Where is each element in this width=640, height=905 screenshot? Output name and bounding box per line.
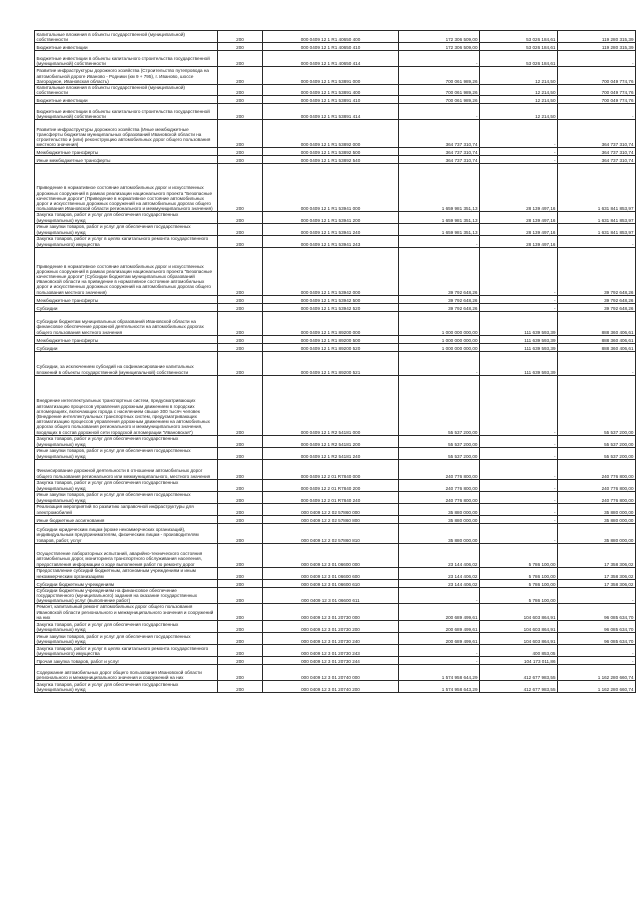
row-classification-cell: 000 0409 12 3 01 20740 000 xyxy=(263,665,399,681)
row-executed-cell: 28 139 497,16 xyxy=(480,235,558,247)
row-name-cell: Бюджетные инвестиции xyxy=(35,96,218,104)
row-name-cell: Иные закупки товаров, работ и услуг для обеспечения государственных (муниципальных) нужд xyxy=(35,491,218,503)
row-code-cell: 200 xyxy=(218,104,263,120)
row-code-cell: 200 xyxy=(218,96,263,104)
row-code-cell: 200 xyxy=(218,657,263,665)
table-row xyxy=(35,491,636,503)
row-classification-cell: 000 0409 12 1 R1 53941 240 xyxy=(263,223,399,235)
table-row xyxy=(35,156,636,164)
row-executed-cell: - xyxy=(480,515,558,523)
row-approved-cell: 364 737 310,74 xyxy=(399,156,480,164)
row-approved-cell: - xyxy=(399,645,480,657)
table-row xyxy=(35,295,636,303)
row-name-cell: Межбюджетные трансферты xyxy=(35,335,218,343)
row-approved-cell: 23 144 406,02 xyxy=(399,543,480,567)
row-classification-cell: 000 0409 12 1 R1 53891 400 xyxy=(263,85,399,96)
row-classification-cell: 000 0409 12 1 R1 40650 414 xyxy=(263,51,399,67)
row-name-cell: Иные закупки товаров, работ и услуг для обеспечения государственных (муниципальных) нужд xyxy=(35,223,218,235)
table-row xyxy=(35,633,636,645)
row-executed-cell: 5 786 100,00 xyxy=(480,587,558,604)
row-approved-cell: - xyxy=(399,235,480,247)
row-unexecuted-cell: 364 737 310,74 xyxy=(558,120,636,148)
row-name-cell: Закупка товаров, работ и услуг для обеспечения государственных (муниципальных) нужд xyxy=(35,435,218,447)
row-code-cell: 200 xyxy=(218,523,263,543)
row-code-cell: 200 xyxy=(218,43,263,51)
table-row xyxy=(35,523,636,543)
row-approved-cell: 172 306 509,00 xyxy=(399,31,480,43)
table-row xyxy=(35,223,636,235)
row-unexecuted-cell: 17 358 306,02 xyxy=(558,543,636,567)
table-row xyxy=(35,645,636,657)
row-approved-cell: 35 880 000,00 xyxy=(399,515,480,523)
row-code-cell: 200 xyxy=(218,343,263,351)
row-classification-cell: 000 0409 12 3 01 20730 200 xyxy=(263,621,399,633)
row-classification-cell: 000 0409 12 1 R1 53941 243 xyxy=(263,235,399,247)
row-name-cell: Реализация мероприятий по развитию заправочной инфраструктуры для электромобилей xyxy=(35,503,218,515)
row-unexecuted-cell: 119 280 315,39 xyxy=(558,43,636,51)
row-name-cell: Прочая закупка товаров, работ и услуг xyxy=(35,657,218,665)
row-approved-cell: 200 689 499,61 xyxy=(399,604,480,621)
row-name-cell: Иные бюджетные ассигнования xyxy=(35,515,218,523)
row-classification-cell: 000 0409 12 1 R1 89200 521 xyxy=(263,351,399,375)
row-executed-cell: 412 677 983,55 xyxy=(480,681,558,693)
row-executed-cell: 5 786 100,00 xyxy=(480,543,558,567)
table-row xyxy=(35,479,636,491)
row-executed-cell: - xyxy=(480,435,558,447)
row-executed-cell: - xyxy=(480,295,558,303)
row-classification-cell: 000 0409 12 1 R1 53891 000 xyxy=(263,67,399,85)
row-name-cell: Бюджетные инвестиции в объекты капитального строительства государственной (муниципальной) собственности xyxy=(35,51,218,67)
row-approved-cell: 55 537 200,00 xyxy=(399,375,480,435)
row-approved-cell: - xyxy=(399,657,480,665)
row-unexecuted-cell: 39 792 648,26 xyxy=(558,247,636,295)
row-executed-cell: - xyxy=(480,247,558,295)
row-executed-cell: 111 639 593,39 xyxy=(480,343,558,351)
row-unexecuted-cell: 1 631 841 853,97 xyxy=(558,164,636,212)
row-executed-cell: - xyxy=(480,447,558,459)
row-approved-cell: 39 792 648,26 xyxy=(399,295,480,303)
table-row xyxy=(35,503,636,515)
row-unexecuted-cell: 55 537 200,00 xyxy=(558,435,636,447)
row-name-cell: Субсидии xyxy=(35,303,218,311)
row-code-cell: 200 xyxy=(218,67,263,85)
row-code-cell: 200 xyxy=(218,235,263,247)
row-executed-cell: 53 026 184,61 xyxy=(480,51,558,67)
row-classification-cell: 000 0409 12 3 01 06600 600 xyxy=(263,567,399,579)
row-classification-cell: 000 0409 12 1 R1 40650 400 xyxy=(263,31,399,43)
row-classification-cell: 000 0409 12 2 02 57860 810 xyxy=(263,523,399,543)
row-name-cell: Закупка товаров, работ и услуг для обеспечения государственных (муниципальных) нужд xyxy=(35,681,218,693)
row-executed-cell: 12 214,50 xyxy=(480,85,558,96)
row-executed-cell: 12 214,50 xyxy=(480,104,558,120)
row-unexecuted-cell: 240 776 800,00 xyxy=(558,479,636,491)
table-row xyxy=(35,665,636,681)
row-unexecuted-cell: 700 049 774,76 xyxy=(558,96,636,104)
row-executed-cell: - xyxy=(480,479,558,491)
row-approved-cell: 1 574 958 644,29 xyxy=(399,665,480,681)
row-unexecuted-cell: 39 792 648,26 xyxy=(558,295,636,303)
row-code-cell: 200 xyxy=(218,681,263,693)
row-code-cell: 200 xyxy=(218,543,263,567)
row-name-cell: Закупка товаров, работ и услуг в целях капитального ремонта государственного (муниципального) имущества xyxy=(35,645,218,657)
row-unexecuted-cell: - xyxy=(558,104,636,120)
row-approved-cell: 1 659 981 351,13 xyxy=(399,212,480,223)
row-executed-cell: 28 139 497,16 xyxy=(480,164,558,212)
row-name-cell: Закупка товаров, работ и услуг в целях капитального ремонта государственного (муниципального) имущества xyxy=(35,235,218,247)
row-code-cell: 200 xyxy=(218,621,263,633)
row-unexecuted-cell: 17 358 306,02 xyxy=(558,567,636,579)
row-approved-cell: 39 792 648,26 xyxy=(399,303,480,311)
row-executed-cell: 104 603 864,91 xyxy=(480,621,558,633)
row-unexecuted-cell: 35 880 000,00 xyxy=(558,515,636,523)
row-executed-cell: 111 639 593,39 xyxy=(480,351,558,375)
row-classification-cell: 000 0409 12 1 R1 53942 000 xyxy=(263,247,399,295)
row-code-cell: 200 xyxy=(218,479,263,491)
row-executed-cell: 111 639 593,39 xyxy=(480,335,558,343)
row-name-cell: Развитие инфраструктуры дорожного хозяйства (Строительство путепровода на автомобильной дороге Иваново - Родники (км 9 + 795), г. Иваново, шоссе Загородное, Ивановская область) xyxy=(35,67,218,85)
row-name-cell: Ремонт, капитальный ремонт автомобильных дорог общего пользования Ивановской области регионального и межмуниципального значения и сооружений на них xyxy=(35,604,218,621)
row-unexecuted-cell: 35 880 000,00 xyxy=(558,503,636,515)
table-row xyxy=(35,567,636,579)
table-row xyxy=(35,543,636,567)
row-executed-cell: 111 639 593,39 xyxy=(480,311,558,335)
row-executed-cell: 53 026 184,61 xyxy=(480,31,558,43)
table-row xyxy=(35,31,636,43)
table-row xyxy=(35,351,636,375)
row-unexecuted-cell: - xyxy=(558,657,636,665)
row-code-cell: 200 xyxy=(218,665,263,681)
row-unexecuted-cell: 364 737 310,74 xyxy=(558,156,636,164)
row-code-cell: 200 xyxy=(218,459,263,479)
row-unexecuted-cell: 888 360 406,61 xyxy=(558,311,636,335)
table-row xyxy=(35,515,636,523)
table-row xyxy=(35,96,636,104)
row-approved-cell: 1 659 981 351,13 xyxy=(399,223,480,235)
row-executed-cell: - xyxy=(480,375,558,435)
row-name-cell: Субсидии бюджетным учреждениям на финансовое обеспечение государственного (муниципального) задания на оказание государственных (муниципальных) услуг (выполнение работ) xyxy=(35,587,218,604)
row-code-cell: 200 xyxy=(218,303,263,311)
row-unexecuted-cell: 55 537 200,00 xyxy=(558,375,636,435)
table-row xyxy=(35,67,636,85)
row-classification-cell: 000 0409 12 2 02 57860 000 xyxy=(263,503,399,515)
row-code-cell: 200 xyxy=(218,435,263,447)
row-unexecuted-cell: 1 631 841 853,97 xyxy=(558,212,636,223)
table-body xyxy=(35,31,636,693)
row-approved-cell: 172 306 509,00 xyxy=(399,43,480,51)
row-unexecuted-cell: 888 360 406,61 xyxy=(558,343,636,351)
row-executed-cell: 28 139 497,16 xyxy=(480,223,558,235)
row-name-cell: Иные межбюджетные трансферты xyxy=(35,156,218,164)
row-name-cell: Приведение в нормативное состояние автомобильных дорог и искусственных дорожных сооружений в рамках реализации национального проекта "Безопасные качественные дороги" (Субсидии бюджетам муниципальных образований Ивановской области на приведение в нормативное состояние автомобильных дорог и искусственных дорожных сооружений на автомобильных дорогах общего пользования местного значения) xyxy=(35,247,218,295)
row-approved-cell: 55 537 200,00 xyxy=(399,435,480,447)
row-code-cell: 200 xyxy=(218,604,263,621)
row-unexecuted-cell: 17 358 306,02 xyxy=(558,579,636,587)
row-classification-cell: 000 0409 12 3 01 20730 243 xyxy=(263,645,399,657)
row-executed-cell: - xyxy=(480,503,558,515)
row-executed-cell: 5 786 100,00 xyxy=(480,579,558,587)
row-unexecuted-cell: - xyxy=(558,645,636,657)
row-name-cell: Бюджетные инвестиции xyxy=(35,43,218,51)
row-executed-cell: 400 853,05 xyxy=(480,645,558,657)
row-code-cell: 200 xyxy=(218,156,263,164)
row-name-cell: Межбюджетные трансферты xyxy=(35,295,218,303)
row-code-cell: 200 xyxy=(218,567,263,579)
row-name-cell: Субсидии бюджетным учреждениям xyxy=(35,579,218,587)
row-code-cell: 200 xyxy=(218,311,263,335)
row-code-cell: 200 xyxy=(218,447,263,459)
row-executed-cell: 53 026 184,61 xyxy=(480,43,558,51)
row-unexecuted-cell: - xyxy=(558,51,636,67)
table-row xyxy=(35,335,636,343)
row-code-cell: 200 xyxy=(218,351,263,375)
row-unexecuted-cell: - xyxy=(558,235,636,247)
row-classification-cell: 000 0409 12 1 R1 53891 410 xyxy=(263,96,399,104)
row-unexecuted-cell: 1 162 280 660,74 xyxy=(558,665,636,681)
row-approved-cell: 240 776 800,00 xyxy=(399,459,480,479)
table-row xyxy=(35,104,636,120)
row-name-cell: Капитальные вложения в объекты государственной (муниципальной) собственности xyxy=(35,31,218,43)
row-name-cell: Содержание автомобильных дорог общего пользования Ивановской области регионального и межмуниципального значения и сооружений на них xyxy=(35,665,218,681)
row-executed-cell: - xyxy=(480,148,558,156)
row-name-cell: Межбюджетные трансферты xyxy=(35,148,218,156)
row-executed-cell: - xyxy=(480,523,558,543)
row-name-cell: Субсидии, за исключением субсидий на софинансирование капитальных вложений в объекты государственной (муниципальной) собственности xyxy=(35,351,218,375)
row-code-cell: 200 xyxy=(218,375,263,435)
row-classification-cell: 000 0409 12 1 R1 40650 410 xyxy=(263,43,399,51)
row-code-cell: 200 xyxy=(218,51,263,67)
row-unexecuted-cell: 888 360 406,61 xyxy=(558,335,636,343)
row-classification-cell: 000 0409 12 1 R1 53891 414 xyxy=(263,104,399,120)
row-name-cell: Закупка товаров, работ и услуг для обеспечения государственных (муниципальных) нужд xyxy=(35,621,218,633)
row-name-cell: Финансирование дорожной деятельности в отношении автомобильных дорог общего пользования регионального или межмуниципального, местного значения xyxy=(35,459,218,479)
row-name-cell: Закупка товаров, работ и услуг для обеспечения государственных (муниципальных) нужд xyxy=(35,212,218,223)
row-code-cell: 200 xyxy=(218,164,263,212)
row-executed-cell: 104 603 864,91 xyxy=(480,604,558,621)
row-approved-cell: - xyxy=(399,587,480,604)
row-unexecuted-cell: 1 631 841 853,97 xyxy=(558,223,636,235)
row-unexecuted-cell: 700 049 774,76 xyxy=(558,85,636,96)
row-approved-cell: 200 689 499,61 xyxy=(399,621,480,633)
row-classification-cell: 000 0409 12 1 R1 89200 000 xyxy=(263,311,399,335)
table-row xyxy=(35,85,636,96)
row-executed-cell: 5 786 100,00 xyxy=(480,567,558,579)
row-approved-cell: 23 144 406,02 xyxy=(399,567,480,579)
row-approved-cell: 200 689 499,61 xyxy=(399,633,480,645)
row-approved-cell: 35 880 000,00 xyxy=(399,503,480,515)
row-approved-cell: 700 061 989,26 xyxy=(399,67,480,85)
row-approved-cell: 35 880 000,00 xyxy=(399,523,480,543)
row-name-cell: Субсидии бюджетам муниципальных образований Ивановской области на финансовое обеспечение дорожной деятельности на автомобильных дорогах общего пользования местного значения xyxy=(35,311,218,335)
row-unexecuted-cell: 55 537 200,00 xyxy=(558,447,636,459)
row-code-cell: 200 xyxy=(218,491,263,503)
row-code-cell: 200 xyxy=(218,587,263,604)
row-classification-cell: 000 0409 12 1 R1 53892 500 xyxy=(263,148,399,156)
row-unexecuted-cell: 364 737 310,74 xyxy=(558,148,636,156)
table-row xyxy=(35,375,636,435)
row-code-cell: 200 xyxy=(218,579,263,587)
row-executed-cell: - xyxy=(480,156,558,164)
table-row xyxy=(35,120,636,148)
row-approved-cell: 1 000 000 000,00 xyxy=(399,343,480,351)
row-unexecuted-cell: 35 880 000,00 xyxy=(558,523,636,543)
row-classification-cell: 000 0409 12 2 01 R7840 000 xyxy=(263,459,399,479)
row-approved-cell: 240 776 800,00 xyxy=(399,491,480,503)
row-approved-cell: 1 000 000 000,00 xyxy=(399,311,480,335)
row-classification-cell: 000 0409 12 3 01 20730 000 xyxy=(263,604,399,621)
row-approved-cell: - xyxy=(399,351,480,375)
row-approved-cell: 55 537 200,00 xyxy=(399,447,480,459)
row-classification-cell: 000 0409 12 1 R2 54181 240 xyxy=(263,447,399,459)
row-classification-cell: 000 0409 12 3 01 20730 240 xyxy=(263,633,399,645)
row-classification-cell: 000 0409 12 3 01 20730 244 xyxy=(263,657,399,665)
row-code-cell: 200 xyxy=(218,503,263,515)
table-row xyxy=(35,303,636,311)
row-classification-cell: 000 0409 12 1 R1 53892 000 xyxy=(263,120,399,148)
table-row xyxy=(35,247,636,295)
row-name-cell: Закупка товаров, работ и услуг для обеспечения государственных (муниципальных) нужд xyxy=(35,479,218,491)
row-name-cell: Предоставление субсидий бюджетным, автономным учреждениям и иным некоммерческим организациям xyxy=(35,567,218,579)
row-approved-cell: 39 792 648,26 xyxy=(399,247,480,295)
table-row xyxy=(35,604,636,621)
table-row xyxy=(35,343,636,351)
table-row xyxy=(35,235,636,247)
row-code-cell: 200 xyxy=(218,31,263,43)
row-classification-cell: 000 0409 12 1 R1 89200 500 xyxy=(263,335,399,343)
row-classification-cell: 000 0409 12 3 01 06600 000 xyxy=(263,543,399,567)
row-approved-cell: 1 574 958 643,29 xyxy=(399,681,480,693)
row-classification-cell: 000 0409 12 3 01 06600 610 xyxy=(263,579,399,587)
row-name-cell: Осуществление лабораторных испытаний, аварийно-технического состояния автомобильных дорог, мониторинга транспортного обслуживания населения, предоставления информации о ходе выполнения работ по ремонту дорог xyxy=(35,543,218,567)
table-row xyxy=(35,621,636,633)
table-row xyxy=(35,43,636,51)
row-name-cell: Приведение в нормативное состояние автомобильных дорог и искусственных дорожных сооружений в рамках реализации национального проекта "Безопасные качественные дороги" (Приведение в нормативное состояние автомобильных дорог и искусственных дорожных сооружений на автомобильных дорогах общего пользования Ивановской области регионального и межмуниципального значения) xyxy=(35,164,218,212)
table-row xyxy=(35,148,636,156)
row-classification-cell: 000 0409 12 3 01 06600 611 xyxy=(263,587,399,604)
row-classification-cell: 000 0409 12 1 R1 53941 000 xyxy=(263,164,399,212)
table-row xyxy=(35,51,636,67)
row-code-cell: 200 xyxy=(218,120,263,148)
row-executed-cell: 104 603 864,91 xyxy=(480,633,558,645)
row-classification-cell: 000 0409 12 1 R1 53941 200 xyxy=(263,212,399,223)
row-approved-cell: 364 737 310,74 xyxy=(399,120,480,148)
row-classification-cell: 000 0409 12 3 01 20740 200 xyxy=(263,681,399,693)
row-code-cell: 200 xyxy=(218,335,263,343)
row-executed-cell: 28 139 497,16 xyxy=(480,212,558,223)
expenditure-table xyxy=(34,30,636,693)
table-row xyxy=(35,681,636,693)
row-unexecuted-cell: 700 049 774,76 xyxy=(558,67,636,85)
row-executed-cell: 12 214,50 xyxy=(480,96,558,104)
row-unexecuted-cell: 240 776 800,00 xyxy=(558,491,636,503)
row-code-cell: 200 xyxy=(218,148,263,156)
row-approved-cell: 240 776 800,00 xyxy=(399,479,480,491)
row-name-cell: Иные закупки товаров, работ и услуг для обеспечения государственных (муниципальных) нужд xyxy=(35,447,218,459)
row-unexecuted-cell: 96 085 634,70 xyxy=(558,633,636,645)
row-code-cell: 200 xyxy=(218,645,263,657)
row-code-cell: 200 xyxy=(218,295,263,303)
row-executed-cell: 412 677 983,55 xyxy=(480,665,558,681)
row-approved-cell: 700 061 989,26 xyxy=(399,96,480,104)
row-name-cell: Бюджетные инвестиции в объекты капитального строительства государственной (муниципальной) собственности xyxy=(35,104,218,120)
row-classification-cell: 000 0409 12 1 R1 53942 500 xyxy=(263,295,399,303)
table-row xyxy=(35,212,636,223)
row-classification-cell: 000 0409 12 2 01 R7840 240 xyxy=(263,491,399,503)
row-unexecuted-cell: 96 085 634,70 xyxy=(558,621,636,633)
row-approved-cell: 1 659 981 351,13 xyxy=(399,164,480,212)
row-classification-cell: 000 0409 12 2 02 57860 800 xyxy=(263,515,399,523)
table-row xyxy=(35,164,636,212)
row-approved-cell: - xyxy=(399,104,480,120)
row-code-cell: 200 xyxy=(218,223,263,235)
row-unexecuted-cell: 1 162 280 660,74 xyxy=(558,681,636,693)
table-row xyxy=(35,579,636,587)
table-row xyxy=(35,435,636,447)
row-classification-cell: 000 0409 12 1 R1 53892 540 xyxy=(263,156,399,164)
row-name-cell: Развитие инфраструктуры дорожного хозяйства (Иные межбюджетные трансферты бюджетам муниципальных образований Ивановской области на строительство и (или) реконструкцию автомобильных дорог общего пользования местного значения) xyxy=(35,120,218,148)
row-approved-cell: 23 144 406,02 xyxy=(399,579,480,587)
row-code-cell: 200 xyxy=(218,633,263,645)
row-executed-cell: 104 173 011,86 xyxy=(480,657,558,665)
row-executed-cell: - xyxy=(480,120,558,148)
row-unexecuted-cell: 39 792 648,26 xyxy=(558,303,636,311)
row-unexecuted-cell: - xyxy=(558,587,636,604)
row-executed-cell: - xyxy=(480,491,558,503)
table-row xyxy=(35,657,636,665)
row-unexecuted-cell: 240 776 800,00 xyxy=(558,459,636,479)
row-name-cell: Субсидии юридическим лицам (кроме некоммерческих организаций), индивидуальным предпринимателям, физическим лицам - производителям товаров, работ, услуг xyxy=(35,523,218,543)
table-row xyxy=(35,587,636,604)
row-classification-cell: 000 0409 12 2 01 R7840 200 xyxy=(263,479,399,491)
row-name-cell: Капитальные вложения в объекты государственной (муниципальной) собственности xyxy=(35,85,218,96)
row-code-cell: 200 xyxy=(218,247,263,295)
row-approved-cell: 700 061 989,26 xyxy=(399,85,480,96)
row-approved-cell: 364 737 310,74 xyxy=(399,148,480,156)
row-name-cell: Внедрение интеллектуальных транспортных систем, предусматривающих автоматизацию процессов управления дорожным движением в городских агломерациях, включающих города с населением свыше 300 тысяч человек (Внедрение интеллектуальных транспортных систем, предусматривающих автоматизацию процессов управления дорожным движением на автомобильных дорогах общего пользования регионального и межмуниципального значения, входящих в состав дорожной сети городской агломерации "Ивановская") xyxy=(35,375,218,435)
table-row xyxy=(35,459,636,479)
row-name-cell: Иные закупки товаров, работ и услуг для обеспечения государственных (муниципальных) нужд xyxy=(35,633,218,645)
row-classification-cell: 000 0409 12 1 R1 53942 520 xyxy=(263,303,399,311)
row-classification-cell: 000 0409 12 1 R2 54181 000 xyxy=(263,375,399,435)
row-executed-cell: - xyxy=(480,459,558,479)
table-row xyxy=(35,311,636,335)
row-classification-cell: 000 0409 12 1 R1 89200 520 xyxy=(263,343,399,351)
row-code-cell: 200 xyxy=(218,515,263,523)
row-unexecuted-cell: 96 085 634,70 xyxy=(558,604,636,621)
row-executed-cell: - xyxy=(480,303,558,311)
row-code-cell: 200 xyxy=(218,212,263,223)
row-unexecuted-cell: 119 280 315,39 xyxy=(558,31,636,43)
row-unexecuted-cell: - xyxy=(558,351,636,375)
row-executed-cell: 12 214,50 xyxy=(480,67,558,85)
row-approved-cell: - xyxy=(399,51,480,67)
row-name-cell: Субсидии xyxy=(35,343,218,351)
row-code-cell: 200 xyxy=(218,85,263,96)
row-classification-cell: 000 0409 12 1 R2 54181 200 xyxy=(263,435,399,447)
row-approved-cell: 1 000 000 000,00 xyxy=(399,335,480,343)
table-row xyxy=(35,447,636,459)
